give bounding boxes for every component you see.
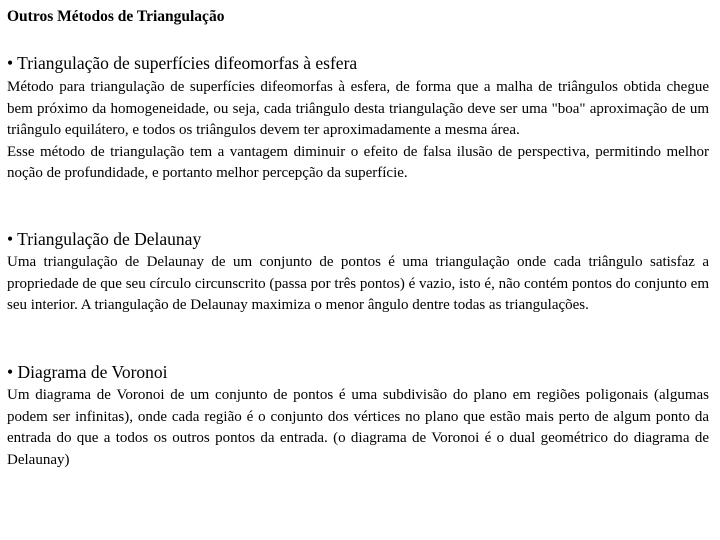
section-body-voronoi: [7, 385, 709, 471]
page-title: Outros Métodos de Triangulação: [7, 8, 225, 25]
section-heading-voronoi: • Diagrama de Voronoi: [7, 362, 168, 382]
paragraph: Uma triangulação de Delaunay de um conjunto de pontos é uma triangulação onde cada triângulo satisfaz a propriedade de que seu círculo circunscrito (passa por três pontos) é vazio, isto é, não contém pontos do conjunto em seu interior. A triangulação de Delaunay maximiza o menor ângulo dentre todas as triangulações.: [7, 254, 709, 313]
paragraph: Método para triangulação de superfícies difeomorfas à esfera, de forma que a malha de triângulos obtida chegue bem próximo da homogeneidade, ou seja, cada triângulo desta triangulação deve ser uma "boa" aproximação de um triângulo equilátero, e todos os triângulos devem ter aproximadamente a mesma área.: [7, 79, 709, 138]
paragraph: Esse método de triangulação tem a vantagem diminuir o efeito de falsa ilusão de perspectiva, permitindo melhor noção de profundidade, e portanto melhor percepção da superfície.: [7, 143, 709, 181]
section-heading-delaunay: • Triangulação de Delaunay: [7, 229, 202, 249]
section-body-delaunay: [7, 252, 709, 317]
paragraph: Um diagrama de Voronoi de um conjunto de pontos é uma subdivisão do plano em regiões poligonais (algumas podem ser infinitas), onde cada região é o conjunto dos vértices no plano que estão mais perto de algum ponto da entrada do que a todos os outros pontos da entrada. (o diagrama de Voronoi é o dual geométrico do diagrama de Delaunay): [7, 387, 709, 468]
section-body-esfera: [7, 77, 709, 185]
section-heading-esfera: • Triangulação de superfícies difeomorfas à esfera: [7, 53, 358, 73]
